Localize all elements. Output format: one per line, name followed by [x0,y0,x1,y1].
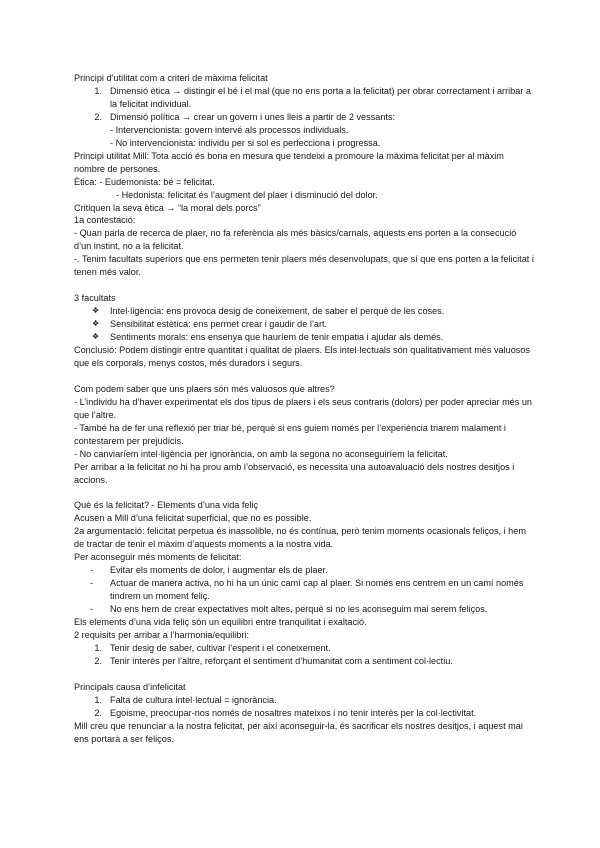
numbered-item [74,707,534,720]
section-title-happiness: Què és la felicitat? - Elements d’una vida feliç [74,500,259,511]
numbered-item [74,111,534,124]
hedonist-line: - Hedonista: felicitat és l’augment del plaer i disminució del dolor. [116,189,378,200]
diamond-bullet-icon: ❖ [92,332,100,342]
item-text: Tenir interès per l’altre, reforçant el sentiment d’humanitat com a sentiment col·lectiu. [110,655,453,666]
item-text: Falta de cultura intel·lectual = ignorància. [110,694,277,705]
section-title-question: Com podem saber que uns plaers són més valuosos que altres? [74,383,335,394]
paragraph: - També ha de fer una reflexió per triar bé, perquè si ens guiem només per l’experiència triarem malament i contestarem per prejudicis. [74,422,509,446]
item-text: Tenir desig de saber, cultivar l’esperit i el coneixement. [110,642,331,653]
item-number: 2. [94,707,102,718]
contest-text: -. Tenim facultats superiors que ens permeten tenir plaers més desenvolupats, que sí que ens porten a la felicitat i tenen més valor. [74,254,537,278]
ethics-line: Ètica: - Eudemonista: bé = felicitat. [74,176,215,187]
paragraph: Per arribar a la felicitat no hi ha prou amb l’observació, es necessita una autoavaluació dels nostres desitjos i accions. [74,461,517,485]
paragraph: - No canviaríem intel·ligència per ignorància, on amb la segona no aconseguiríem la felicitat. [74,448,448,459]
bullet-item [74,305,534,318]
item-text: Sentiments morals: ens ensenya que hauríem de tenir empatia i ajudar als demés. [110,332,444,343]
section-title-utility: Principi d’utilitat com a criteri de màxima felicitat [74,73,268,83]
dash-marker: - [90,604,94,615]
conclusion: Mill creu que renunciar a la nostra felicitat, per així aconseguir-la, és sacrificar els nostres desitjos, i aquest mai ens portarà a ser feliços. [74,720,526,744]
section-title-faculties: 3 facultats [74,293,116,304]
critique-line: Critiquen la seva ètica → “la moral dels porcs” [74,202,261,213]
numbered-item [74,642,534,655]
paragraph: Per aconseguir més moments de felicitat: [74,552,242,563]
item-number: 1. [94,694,102,705]
section-title-unhappiness: Principals causa d’infelicitat [74,681,186,692]
contest-title: 1a contestació: [74,215,136,226]
numbered-item [74,85,534,111]
item-text: Dimensió política → crear un govern i unes lleis a partir de 2 vessants: [110,111,396,122]
sub-item: - Intervencionista: govern intervé als processos individuals. [110,124,349,135]
paragraph: Acusen a Mill d’una felicitat superficial, que no es possible. [74,513,312,524]
dash-marker: - [90,578,94,589]
bullet-item [74,331,534,344]
item-text: Intel·ligència: ens provoca desig de coneixement, de saber el perquè de les coses. [110,306,445,317]
diamond-bullet-icon: ❖ [92,306,100,316]
paragraph: 2a argumentació: felicitat perpetua és inassolible, no és contínua, però tenim moments ocasionals feliços, i hem de tractar de tenir el màxim d’aquests moments a la nostra vida. [74,526,529,550]
dash-marker: - [90,565,94,576]
item-text: Egoisme, preocupar-nos només de nosaltres mateixos i no tenir interès per la col·lectivitat. [110,707,477,718]
item-number: 2. [94,111,102,122]
numbered-item [74,655,534,668]
item-text: Evitar els moments de dolor, i augmentar els de plaer. [110,565,328,576]
item-number: 1. [94,85,102,96]
dash-item [74,564,534,577]
item-number: 2. [94,655,102,666]
conclusion: Conclusió: Podem distingir entre quantitat i qualitat de plaers. Els intel·lectuals són qualitativament més valuosos que els corporals, menys costos, més duradors i segurs. [74,345,533,368]
item-text: Actuar de manera activa, no hi ha un únic camí cap al plaer. Si només ens centrem en un camí només tindrem un moment feliç. [110,578,524,602]
document-page [74,72,537,746]
bullet-item [74,318,534,331]
diamond-bullet-icon: ❖ [92,319,100,329]
paragraph: Els elements d’una vida feliç són un equilibri entre tranquilitat i exaltació. [74,616,367,627]
dash-item [74,603,534,616]
paragraph: 2 requisits per arribar a l’harmonia/equilibri: [74,629,249,640]
item-text: Sensibilitat estètica: ens permet crear i gaudir de l’art. [110,319,328,330]
numbered-item [74,694,534,707]
dash-item [74,577,534,603]
sub-item: - No intervencionista: individu per si sol es perfecciona i progressa. [110,137,381,148]
item-text: Dimensió ètica → distingir el bé i el mal (que no ens porta a la felicitat) per obrar correctament i arribar a la felicitat individual. [110,85,531,109]
item-text: No ens hem de crear expectatives molt altes, perquè si no les aconseguim mai serem feliços. [110,604,488,615]
item-number: 1. [94,642,102,653]
contest-text: - Quan parla de recerca de plaer, no fa referència als més bàsics/carnals, aquests ens porten a la consecució d’un instint, no a la felicitat. [74,228,519,252]
mill-principle: Principi utilitat Mill: Tota acció és bona en mesura que tendeixi a promoure la màxima felicitat per al màxim nombre de persones. [74,150,507,174]
paragraph: - L’individu ha d’haver experimentat els dos tipus de plaers i els seus contraris (dolors) per poder apreciar més un que l’altre. [74,396,535,420]
